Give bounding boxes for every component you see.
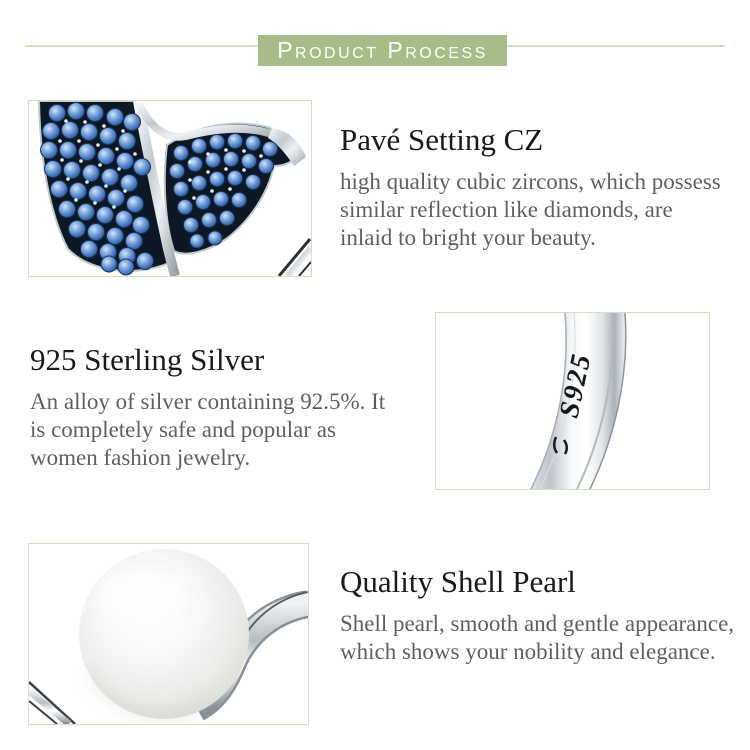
- s925-band-art: [436, 313, 709, 489]
- s925-stamp-image: [435, 312, 710, 490]
- pave-setting-title: Pavé Setting CZ: [340, 122, 544, 157]
- pave-setting-section-text: [340, 120, 750, 252]
- page-title: Product Process: [277, 37, 488, 63]
- shell-pearl: [79, 549, 249, 719]
- pave-setting-line-1: high quality cubic zircons, which possess: [340, 169, 721, 194]
- sterling-silver-section-text: [30, 340, 440, 472]
- shell-pearl-section-text: [340, 562, 750, 666]
- shell-pearl-title: Quality Shell Pearl: [340, 564, 576, 599]
- pave-cz-tail-image: [28, 100, 312, 277]
- sterling-silver-line-3: women fashion jewelry.: [30, 445, 251, 470]
- pave-setting-line-3: inlaid to bright your beauty.: [340, 225, 596, 250]
- shell-pearl-art: [29, 544, 308, 724]
- sterling-silver-title: 925 Sterling Silver: [30, 342, 265, 377]
- shell-pearl-image: [28, 543, 309, 725]
- sterling-silver-line-2: is completely safe and popular as: [30, 417, 336, 442]
- header-banner: [258, 35, 507, 66]
- s925-stamp-text: S925: [553, 349, 598, 421]
- pave-cz-tail-art: [29, 101, 311, 276]
- sterling-silver-line-1: An alloy of silver containing 92.5%. It: [30, 389, 386, 414]
- pave-setting-line-2: similar reflection like diamonds, are: [340, 197, 673, 222]
- shell-pearl-line-1: Shell pearl, smooth and gentle appearance,: [340, 611, 735, 636]
- shell-pearl-line-2: which shows your nobility and elegance.: [340, 639, 716, 664]
